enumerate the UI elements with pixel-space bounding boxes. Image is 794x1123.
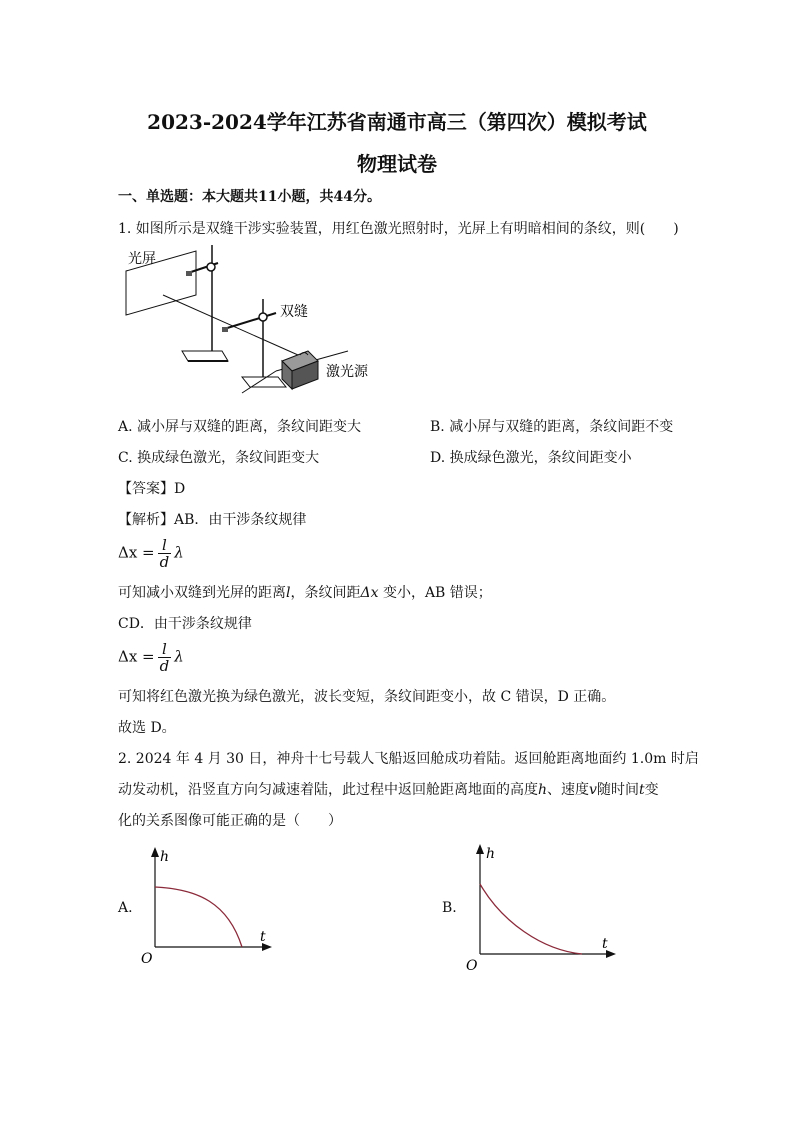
q1-conclusion: 故选 D。 [118, 720, 176, 736]
q1-option-a[interactable]: A. 减小屏与双缝的距离，条纹间距变大 [118, 419, 362, 435]
exam-subtitle: 物理试卷 [357, 152, 437, 176]
formula-num: l [158, 537, 172, 554]
slit-label: 双缝 [280, 304, 308, 320]
y-arrow-icon [151, 847, 159, 857]
formula-den: d [159, 553, 170, 571]
graph-a-xaxis: t [260, 929, 266, 945]
double-slit-apparatus-figure [118, 243, 388, 401]
q2-graph-b [462, 838, 622, 976]
graph-b-yaxis: h [486, 846, 496, 862]
q2-graph-a [138, 843, 278, 971]
graph-b-xaxis: t [602, 936, 608, 952]
q2-stem-line3: 化的关系图像可能正确的是（ ） [118, 813, 342, 829]
q1-answer: 【答案】D [118, 481, 186, 497]
q2-stem-line2: 动发动机，沿竖直方向匀减速着陆，此过程中返回舱距离地面的高度h、速度v随时间t变 [118, 782, 659, 798]
section-heading: 一、单选题：本大题共11小题，共44分。 [118, 189, 381, 205]
y-arrow-icon [476, 844, 484, 854]
formula-2: Δx = $\frac{l}{d}$ λ [118, 640, 184, 675]
q2-option-a-label[interactable]: A. [118, 900, 133, 916]
q1-analysis-cd: CD．由干涉条纹规律 [118, 616, 252, 632]
graph-b-curve [480, 884, 582, 954]
graph-a-yaxis: h [160, 849, 170, 865]
formula-1 [118, 537, 184, 570]
q1-option-d[interactable]: D. 换成绿色激光，条纹间距变小 [430, 450, 632, 466]
formula-rhs: λ [174, 543, 184, 562]
formula-fraction [158, 537, 172, 570]
laser-label: 激光源 [326, 364, 368, 380]
graph-a-origin: O [141, 951, 153, 967]
q2-option-b-label[interactable]: B. [442, 900, 457, 916]
q1-option-b[interactable]: B. 减小屏与双缝的距离，条纹间距不变 [430, 419, 674, 435]
screen-label: 光屏 [128, 251, 156, 267]
graph-b-origin: O [466, 958, 478, 974]
exam-title: 2023-2024学年江苏省南通市高三（第四次）模拟考试 [147, 110, 647, 134]
q1-explain-1: 可知减小双缝到光屏的距离l，条纹间距Δx 变小，AB 错误； [118, 585, 492, 601]
q1-stem: 1. 如图所示是双缝干涉实验装置，用红色激光照射时，光屏上有明暗相间的条纹，则( ) [118, 221, 679, 237]
q1-option-c[interactable]: C. 换成绿色激光，条纹间距变大 [118, 450, 320, 466]
formula-lhs: Δx = [118, 543, 155, 562]
q1-analysis-ab: 【解析】AB．由干涉条纹规律 [118, 512, 307, 528]
q2-stem-line1: 2. 2024 年 4 月 30 日，神舟十七号载人飞船返回舱成功着陆。返回舱距离地面约 1.0m 时启 [118, 751, 699, 767]
q1-explain-2: 可知将红色激光换为绿色激光，波长变短，条纹间距变小，故 C 错误，D 正确。 [118, 689, 616, 705]
graph-a-curve [155, 887, 242, 947]
